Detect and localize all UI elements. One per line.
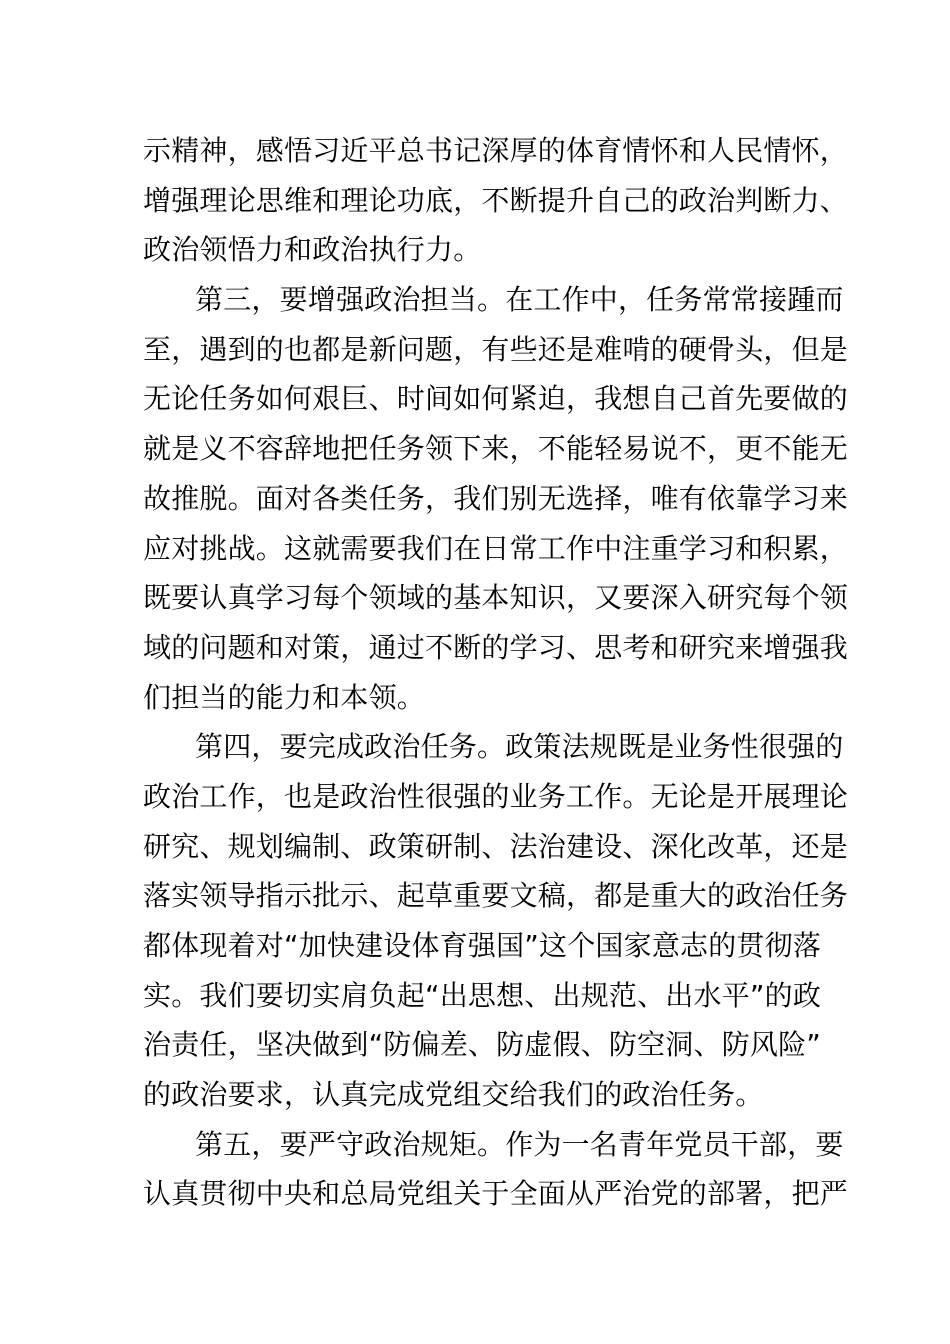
text-line: 落实领导指示批示、起草重要文稿，都是重大的政治任务: [143, 879, 849, 913]
text-line: 政治领悟力和政治执行力。: [143, 233, 482, 267]
text-line: 无论任务如何艰巨、时间如何紧迫，我想自己首先要做的: [143, 382, 849, 416]
text-line: 都体现着对“加快建设体育强国”这个国家意志的贯彻落: [143, 929, 822, 962]
paragraph-start-line: 第五，要严守政治规矩。作为一名青年党员干部，要: [195, 1127, 844, 1161]
text-line: 示精神，感悟习近平总书记深厚的体育情怀和人民情怀，: [143, 134, 849, 167]
text-line: 应对挑战。这就需要我们在日常工作中注重学习和积累，: [143, 531, 849, 565]
document-body: [143, 126, 849, 1219]
text-line: 既要认真学习每个领域的基本知识，又要深入研究每个领: [143, 581, 849, 615]
text-line: 故推脱。面对各类任务，我们别无选择，唯有依靠学习来: [143, 481, 849, 515]
text-line: 治责任，坚决做到“防偏差、防虚假、防空洞、防风险”: [143, 1028, 822, 1062]
text-line: 的政治要求，认真完成党组交给我们的政治任务。: [143, 1078, 764, 1112]
text-line: 政治工作，也是政治性很强的业务工作。无论是开展理论: [143, 779, 849, 813]
text-line: 域的问题和对策，通过不断的学习、思考和研究来增强我: [143, 630, 849, 664]
paragraph-start-line: 第三，要增强政治担当。在工作中，任务常常接踵而: [195, 283, 844, 317]
text-line: 至，遇到的也都是新问题，有些还是难啃的硬骨头，但是: [143, 332, 849, 366]
text-line: 增强理论思维和理论功底，不断提升自己的政治判断力、: [143, 183, 849, 217]
text-line: 们担当的能力和本领。: [143, 680, 426, 714]
text-line: 实。我们要切实肩负起“出思想、出规范、出水平”的政: [143, 978, 822, 1012]
paragraph-start-line: 第四，要完成政治任务。政策法规既是业务性很强的: [195, 730, 844, 764]
text-line: 研究、规划编制、政策研制、法治建设、深化改革，还是: [143, 829, 849, 863]
text-line: 认真贯彻中央和总局党组关于全面从严治党的部署，把严: [143, 1177, 849, 1211]
text-line: 就是义不容辞地把任务领下来，不能轻易说不，更不能无: [143, 432, 849, 466]
